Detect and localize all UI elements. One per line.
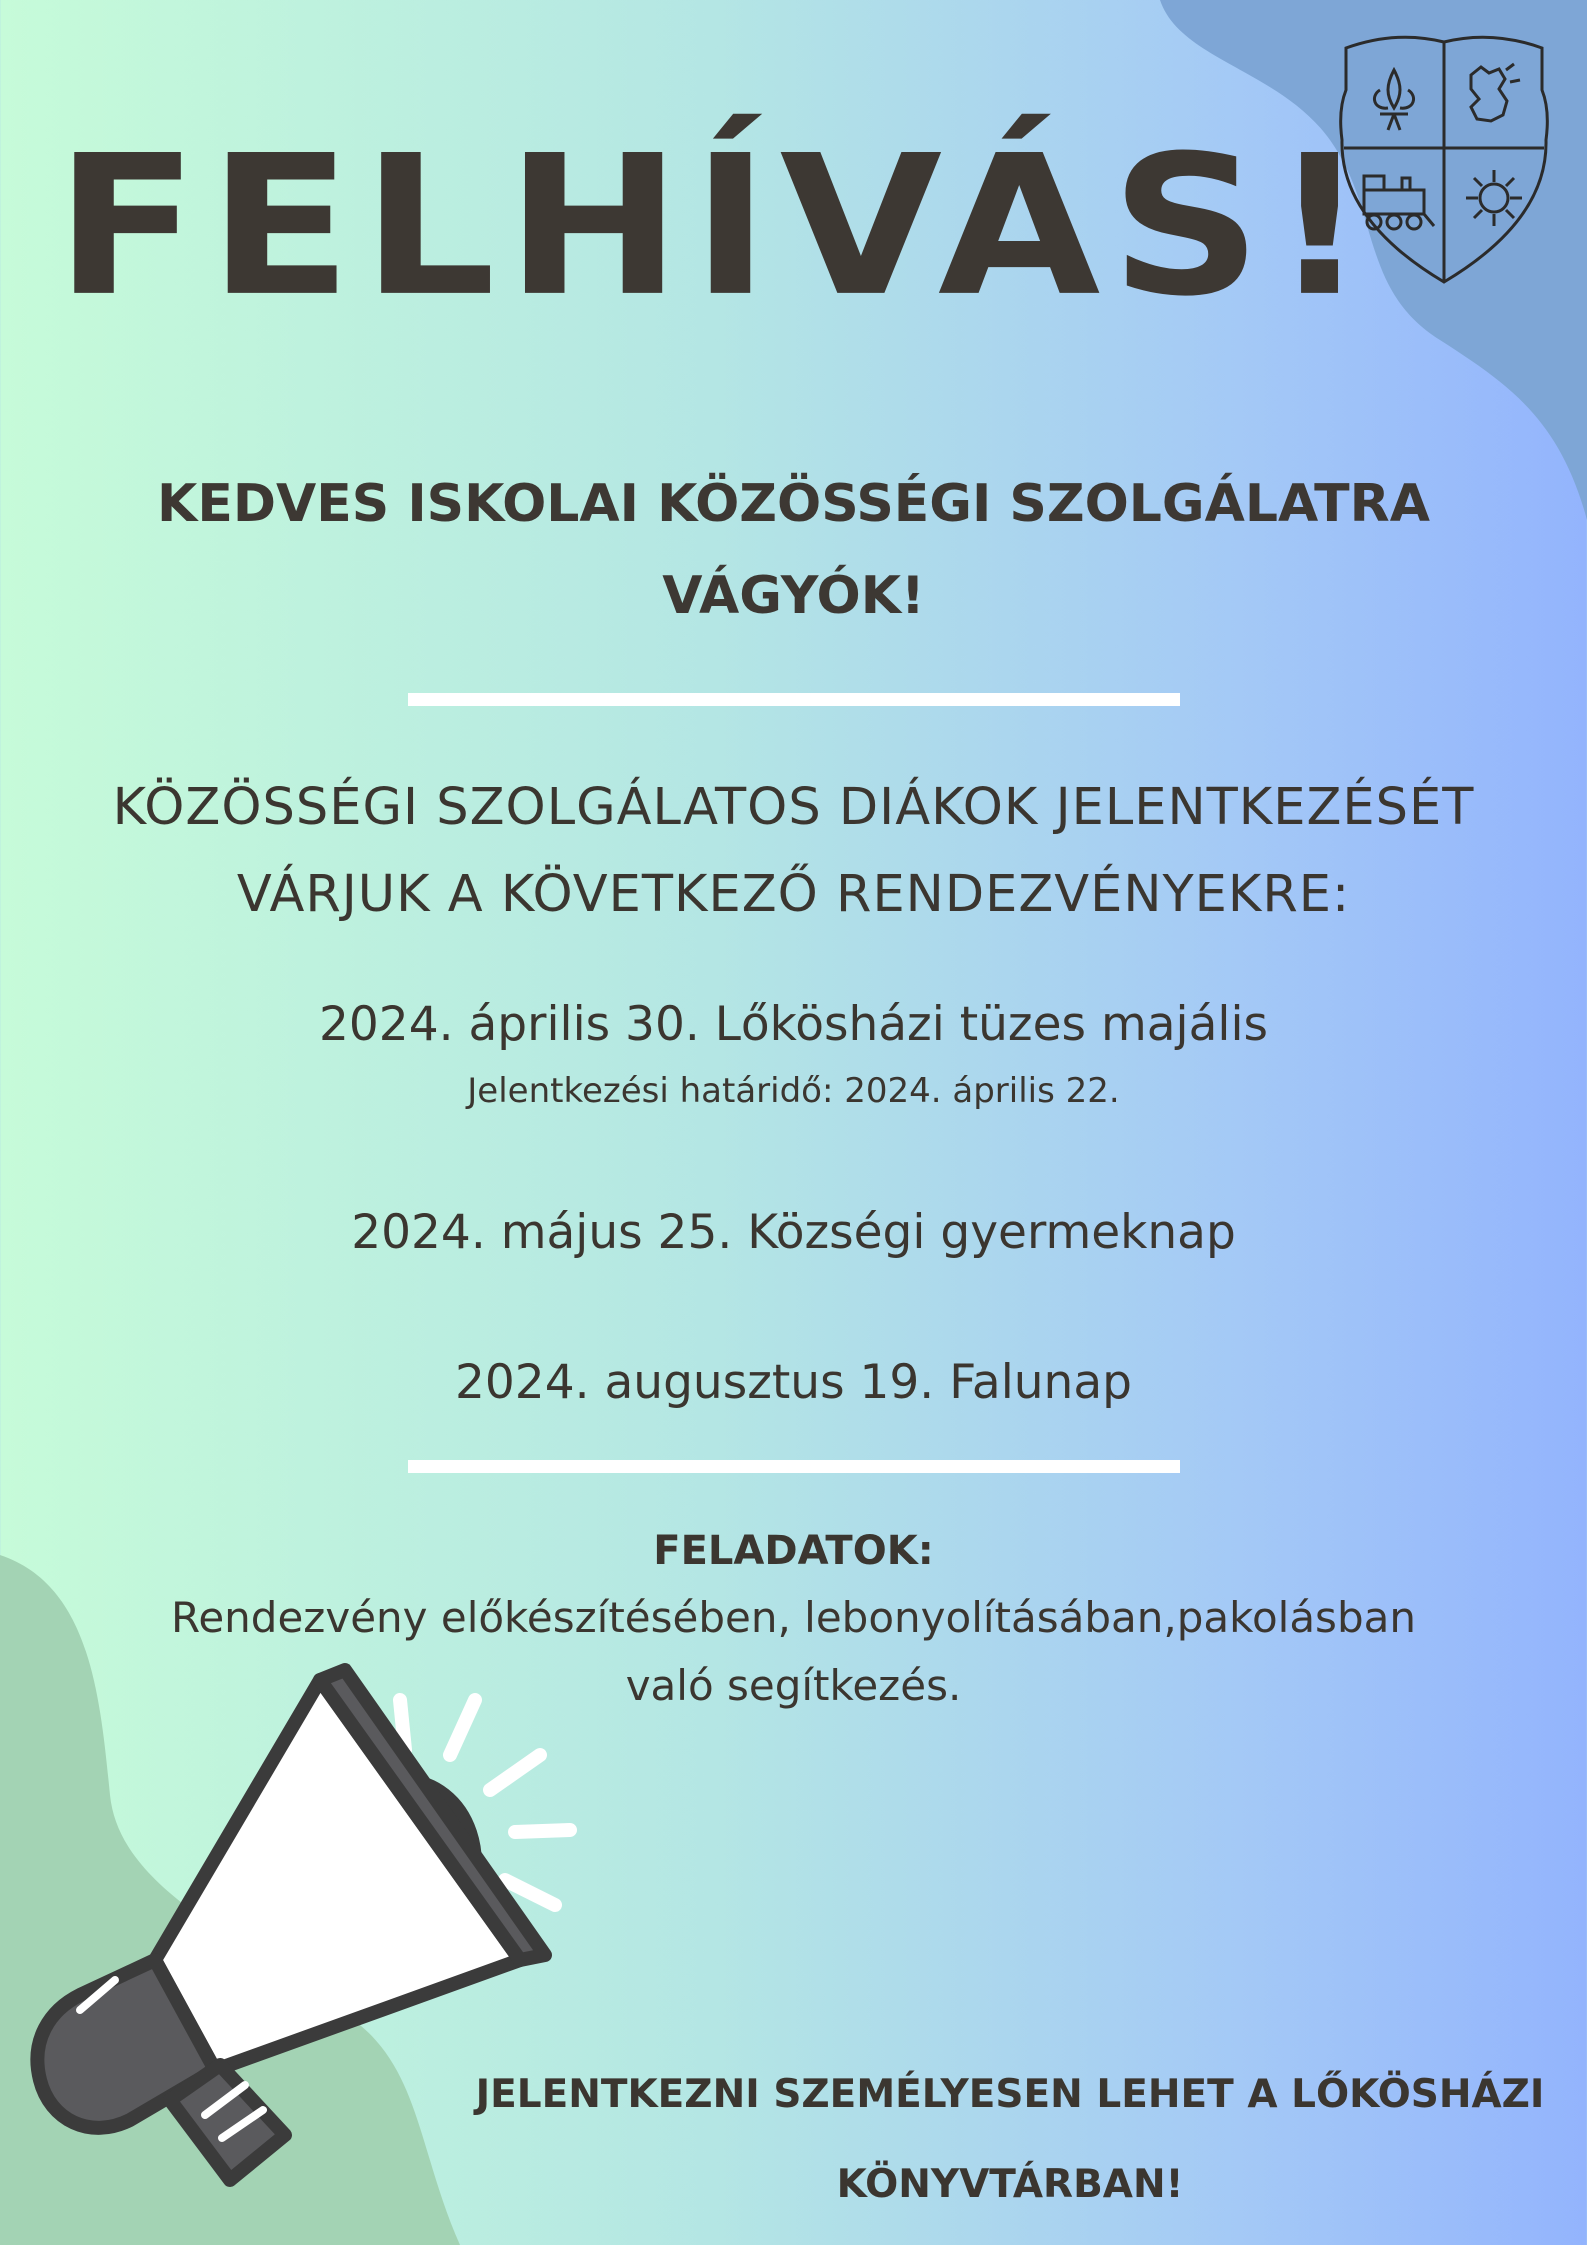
divider-bottom <box>408 1460 1180 1473</box>
tasks-heading: FELADATOK: <box>653 1528 934 1574</box>
subtitle <box>0 458 1587 642</box>
page-title: FELHÍVÁS! <box>55 113 1378 339</box>
tasks-line-1: Rendezvény előkészítésében, lebonyolításában,pakolásban <box>171 1593 1416 1642</box>
intro-text <box>0 764 1587 938</box>
event-1-deadline: Jelentkezési határidő: 2024. április 22. <box>467 1071 1120 1111</box>
footer-line-2: KÖNYVTÁRBAN! <box>836 2162 1184 2207</box>
intro-line-1: KÖZÖSSÉGI SZOLGÁLATOS DIÁKOK JELENTKEZÉSÉT <box>112 778 1475 837</box>
intro-line-2: VÁRJUK A KÖVETKEZŐ RENDEZVÉNYEKRE: <box>236 865 1351 924</box>
event-1: 2024. április 30. Lőkösházi tüzes majális <box>319 997 1268 1052</box>
subtitle-line-1: KEDVES ISKOLAI KÖZÖSSÉGI SZOLGÁLATRA <box>157 474 1430 534</box>
tasks-line-2: való segítkezés. <box>625 1661 962 1710</box>
event-2: 2024. május 25. Községi gyermeknap <box>351 1205 1236 1260</box>
event-3: 2024. augusztus 19. Falunap <box>455 1355 1132 1410</box>
divider-top <box>408 693 1180 706</box>
footer-line-1: JELENTKEZNI SZEMÉLYESEN LEHET A LŐKÖSHÁZI <box>475 2072 1545 2117</box>
footer-text <box>390 2050 1587 2230</box>
subtitle-line-2: VÁGYÓK! <box>662 566 925 626</box>
